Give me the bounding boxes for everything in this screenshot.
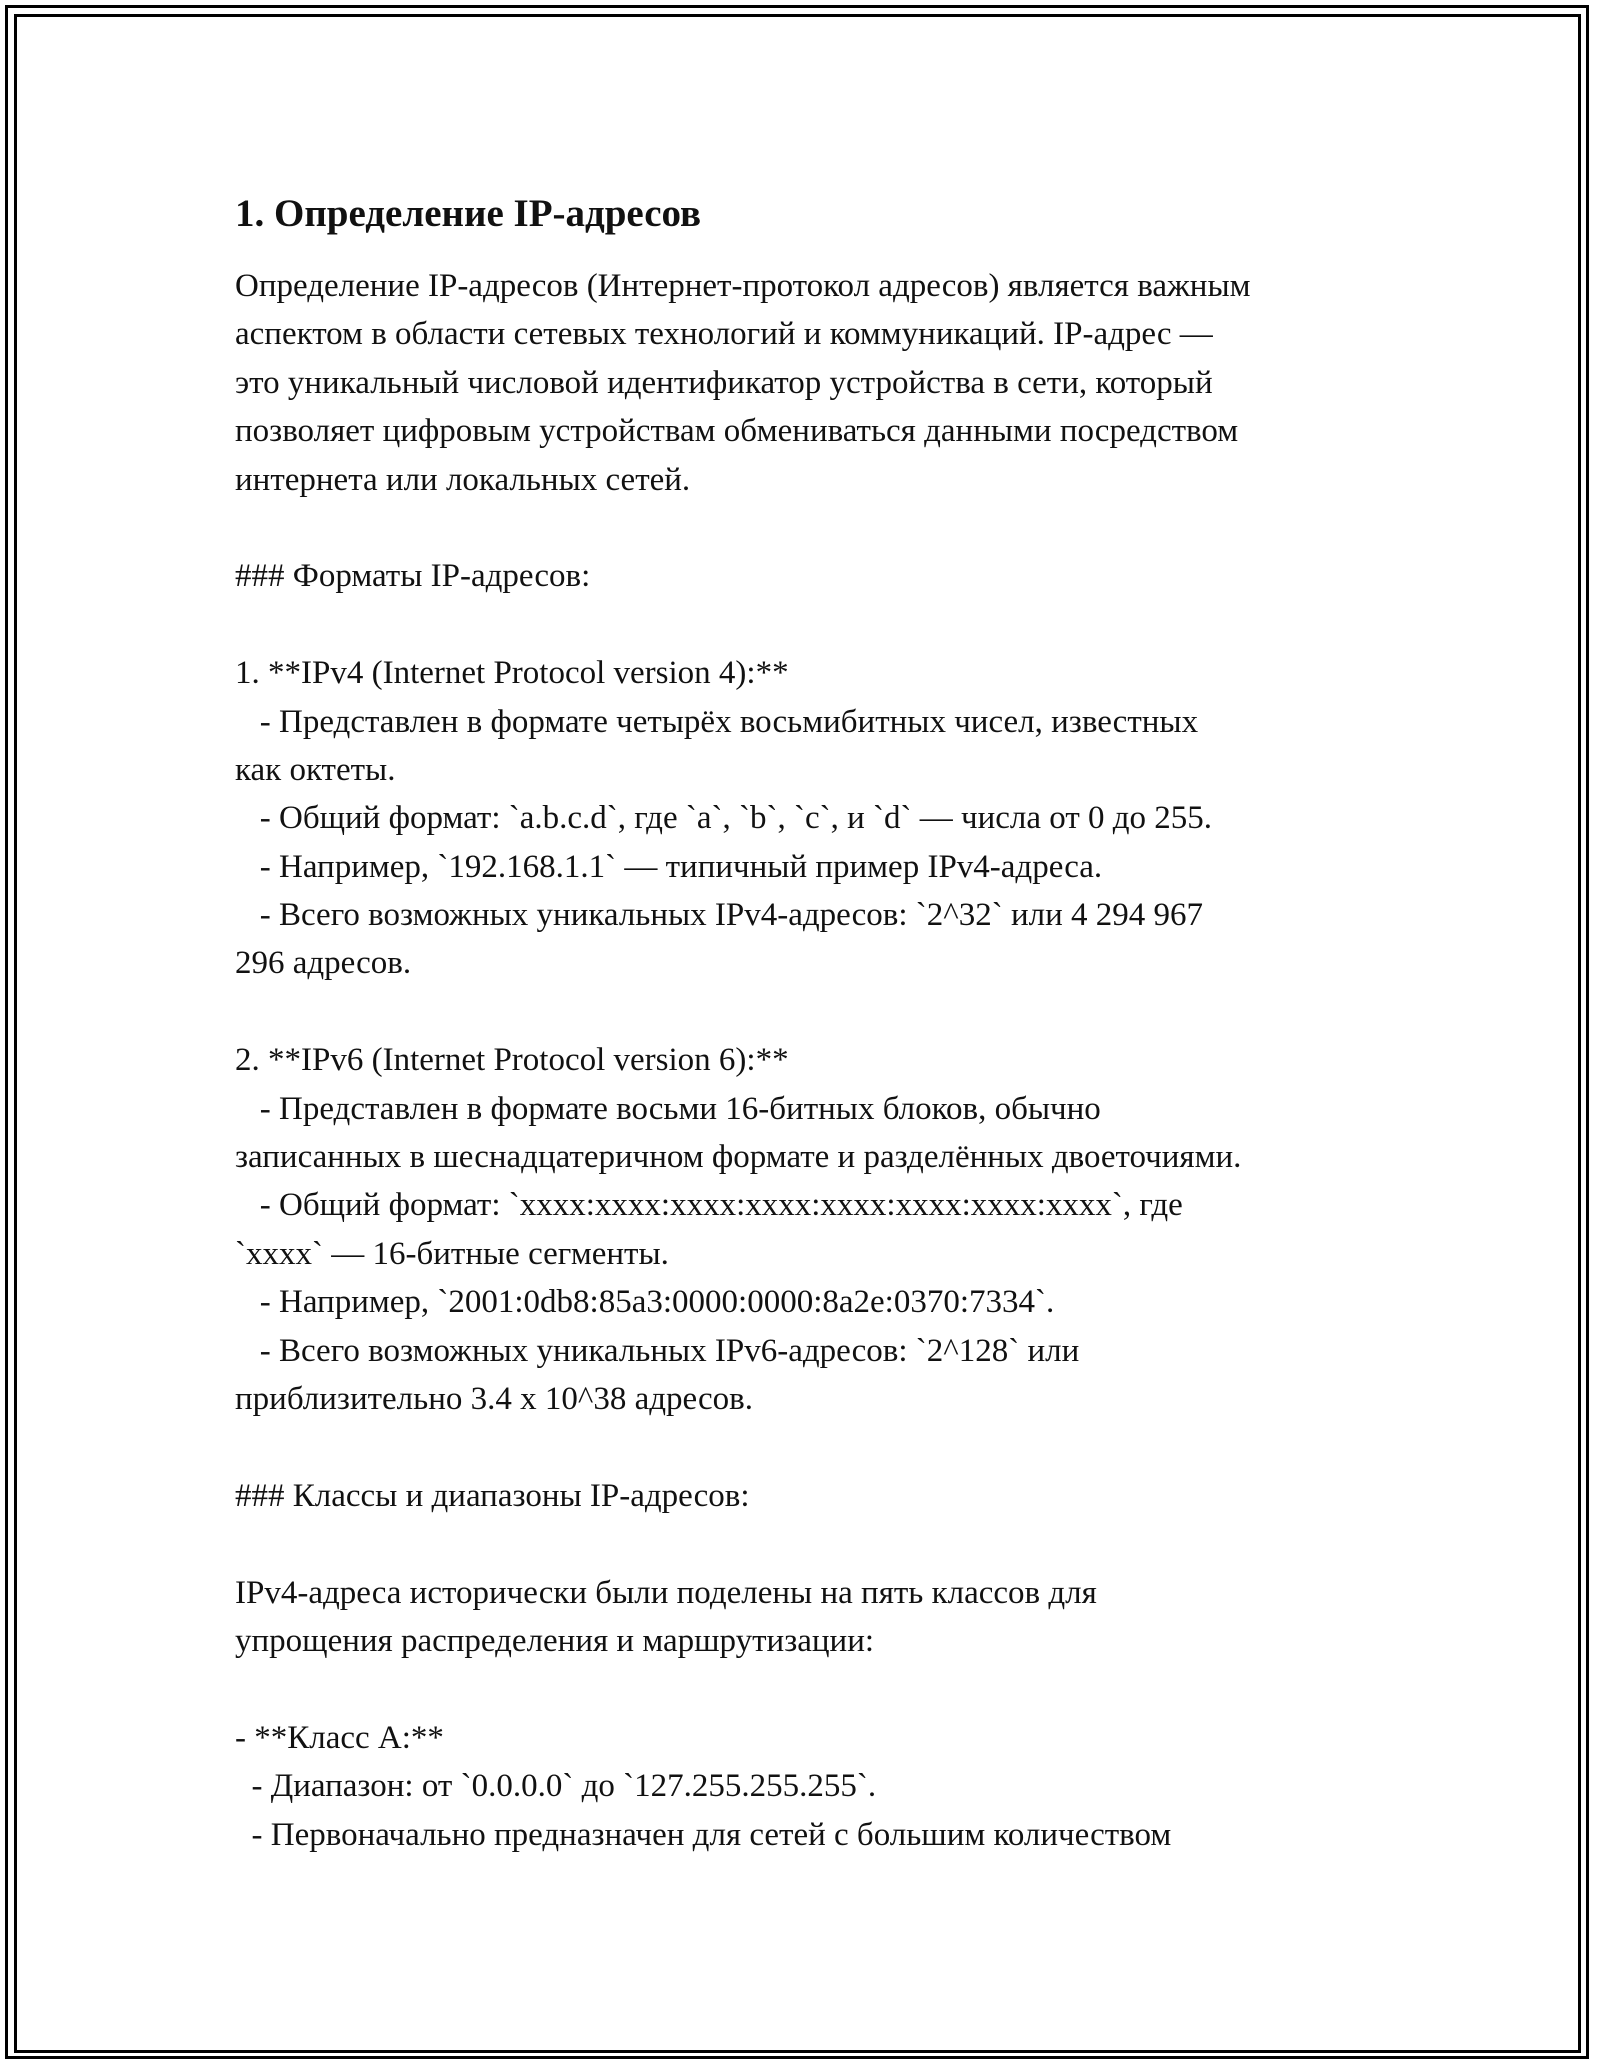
title-spacer (235, 240, 1395, 262)
list-item-heading: 2. **IPv6 (Internet Protocol version 6):** (235, 1042, 789, 1079)
section-heading: ### Классы и диапазоны IP-адресов: (235, 1477, 750, 1514)
blank-line (235, 1520, 1395, 1568)
text-line: упрощения распределения и маршрутизации: (235, 1622, 875, 1659)
list-item-heading: - **Класс A:** (235, 1719, 444, 1756)
section-heading: ### Форматы IP-адресов: (235, 558, 591, 595)
text-line: - Общий формат: `a.b.c.d`, где `a`, `b`, `c`, и `d` — числа от 0 до 255. (235, 800, 1213, 837)
text-line: - Представлен в формате четырёх восьмибитных чисел, известных (235, 703, 1199, 740)
list-item-heading: 1. **IPv4 (Internet Protocol version 4):** (235, 655, 789, 692)
blank-line (235, 601, 1395, 649)
text-line: позволяет цифровым устройствам обмениваться данными посредством (235, 413, 1239, 450)
document-body (235, 188, 1395, 1859)
text-line: - Общий формат: `xxxx:xxxx:xxxx:xxxx:xxxx:xxxx:xxxx:xxxx`, где (235, 1187, 1183, 1224)
text-line: - Диапазон: от `0.0.0.0` до `127.255.255.255`. (235, 1768, 877, 1805)
text-line: IPv4-адреса исторически были поделены на пять классов для (235, 1574, 1097, 1611)
text-line: - Первоначально предназначен для сетей с большим количеством (235, 1816, 1172, 1853)
text-line: интернета или локальных сетей. (235, 461, 691, 498)
text-line: - Представлен в формате восьми 16-битных блоков, обычно (235, 1090, 1101, 1127)
text-line: аспектом в области сетевых технологий и коммуникаций. IP-адрес — (235, 316, 1213, 353)
text-line: приблизительно 3.4 x 10^38 адресов. (235, 1380, 753, 1417)
text-line: - Например, `192.168.1.1` — типичный пример IPv4-адреса. (235, 848, 1103, 885)
text-line: как октеты. (235, 751, 396, 788)
text-line: 296 адресов. (235, 945, 412, 982)
blank-line (235, 504, 1395, 552)
text-line: это уникальный числовой идентификатор устройства в сети, который (235, 364, 1213, 401)
text-line: - Всего возможных уникальных IPv4-адресов: `2^32` или 4 294 967 (235, 897, 1204, 934)
text-line: - Например, `2001:0db8:85a3:0000:0000:8a2e:0370:7334`. (235, 1284, 1055, 1321)
blank-line (235, 1423, 1395, 1471)
blank-line (235, 1665, 1395, 1713)
document-title: 1. Определение IP-адресов (235, 192, 702, 235)
text-line: - Всего возможных уникальных IPv6-адресов: `2^128` или (235, 1332, 1080, 1369)
text-line: `xxxx` — 16-битные сегменты. (235, 1235, 669, 1272)
blank-line (235, 988, 1395, 1036)
text-line: записанных в шеснадцатеричном формате и разделённых двоеточиями. (235, 1139, 1242, 1176)
text-line: Определение IP-адресов (Интернет-протокол адресов) является важным (235, 268, 1251, 304)
